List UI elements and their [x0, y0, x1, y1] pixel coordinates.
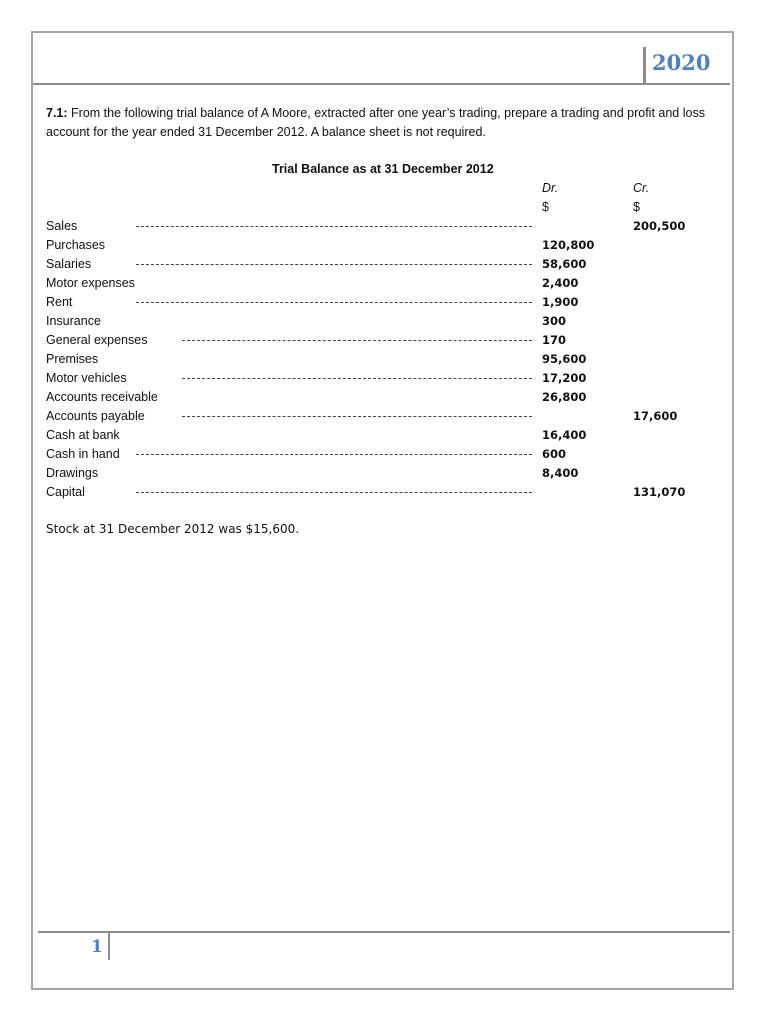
table-row — [46, 293, 726, 312]
leader-line — [136, 226, 532, 227]
footer-rule — [38, 931, 730, 933]
header-rule — [33, 83, 730, 85]
table-row — [46, 255, 726, 274]
account-label: Motor expenses — [46, 276, 135, 290]
credit-amount: 131,070 — [633, 485, 686, 499]
stock-note: Stock at 31 December 2012 was $15,600. — [46, 522, 300, 536]
debit-amount: 95,600 — [542, 352, 587, 366]
debit-amount: 600 — [542, 447, 567, 461]
table-row — [46, 312, 726, 331]
header-year: 2020 — [652, 50, 711, 75]
debit-amount: 17,200 — [542, 371, 587, 385]
dr-column-heading: Dr. — [542, 181, 559, 195]
account-label: Cash in hand — [46, 447, 120, 461]
account-label: Insurance — [46, 314, 101, 328]
table-row — [46, 445, 726, 464]
account-label: Rent — [46, 295, 73, 309]
table-row — [46, 217, 726, 236]
credit-amount: 200,500 — [633, 219, 686, 233]
question-text — [46, 104, 706, 142]
account-label: General expenses — [46, 333, 148, 347]
leader-line — [136, 454, 532, 455]
table-row — [46, 483, 726, 502]
leader-line — [136, 492, 532, 493]
debit-amount: 2,400 — [542, 276, 579, 290]
debit-amount: 1,900 — [542, 295, 579, 309]
table-row — [46, 407, 726, 426]
leader-line — [182, 378, 532, 379]
table-row — [46, 350, 726, 369]
table-row — [46, 331, 726, 350]
table-row — [46, 274, 726, 293]
account-label: Capital — [46, 485, 85, 499]
debit-amount: 300 — [542, 314, 567, 328]
debit-amount: 58,600 — [542, 257, 587, 271]
account-label: Purchases — [46, 238, 106, 252]
account-label: Accounts payable — [46, 409, 145, 423]
page-number-divider — [108, 933, 110, 960]
account-label: Drawings — [46, 466, 99, 480]
debit-amount: 8,400 — [542, 466, 579, 480]
account-label: Motor vehicles — [46, 371, 127, 385]
account-label: Premises — [46, 352, 99, 366]
dr-currency: $ — [542, 200, 549, 214]
account-label: Salaries — [46, 257, 92, 271]
account-label: Accounts receivable — [46, 390, 158, 404]
credit-amount: 17,600 — [633, 409, 678, 423]
trial-balance-title: Trial Balance as at 31 December 2012 — [272, 162, 494, 176]
question-number: 7.1: — [46, 106, 68, 120]
table-row — [46, 464, 726, 483]
account-label: Sales — [46, 219, 78, 233]
cr-currency: $ — [633, 200, 640, 214]
leader-line — [182, 416, 532, 417]
table-row — [46, 426, 726, 445]
debit-amount: 16,400 — [542, 428, 587, 442]
year-divider — [643, 47, 646, 83]
table-row — [46, 236, 726, 255]
debit-amount: 120,800 — [542, 238, 595, 252]
leader-line — [182, 340, 532, 341]
table-row — [46, 388, 726, 407]
leader-line — [136, 264, 532, 265]
debit-amount: 170 — [542, 333, 567, 347]
question-body: From the following trial balance of A Moore, extracted after one year’s trading, prepare a trading and profit and loss account for the year ended 31 December 2012. A balance sheet is not required. — [46, 106, 705, 139]
debit-amount: 26,800 — [542, 390, 587, 404]
leader-line — [136, 302, 532, 303]
page-number: 1 — [91, 937, 103, 957]
account-label: Cash at bank — [46, 428, 120, 442]
table-row — [46, 369, 726, 388]
cr-column-heading: Cr. — [633, 181, 650, 195]
